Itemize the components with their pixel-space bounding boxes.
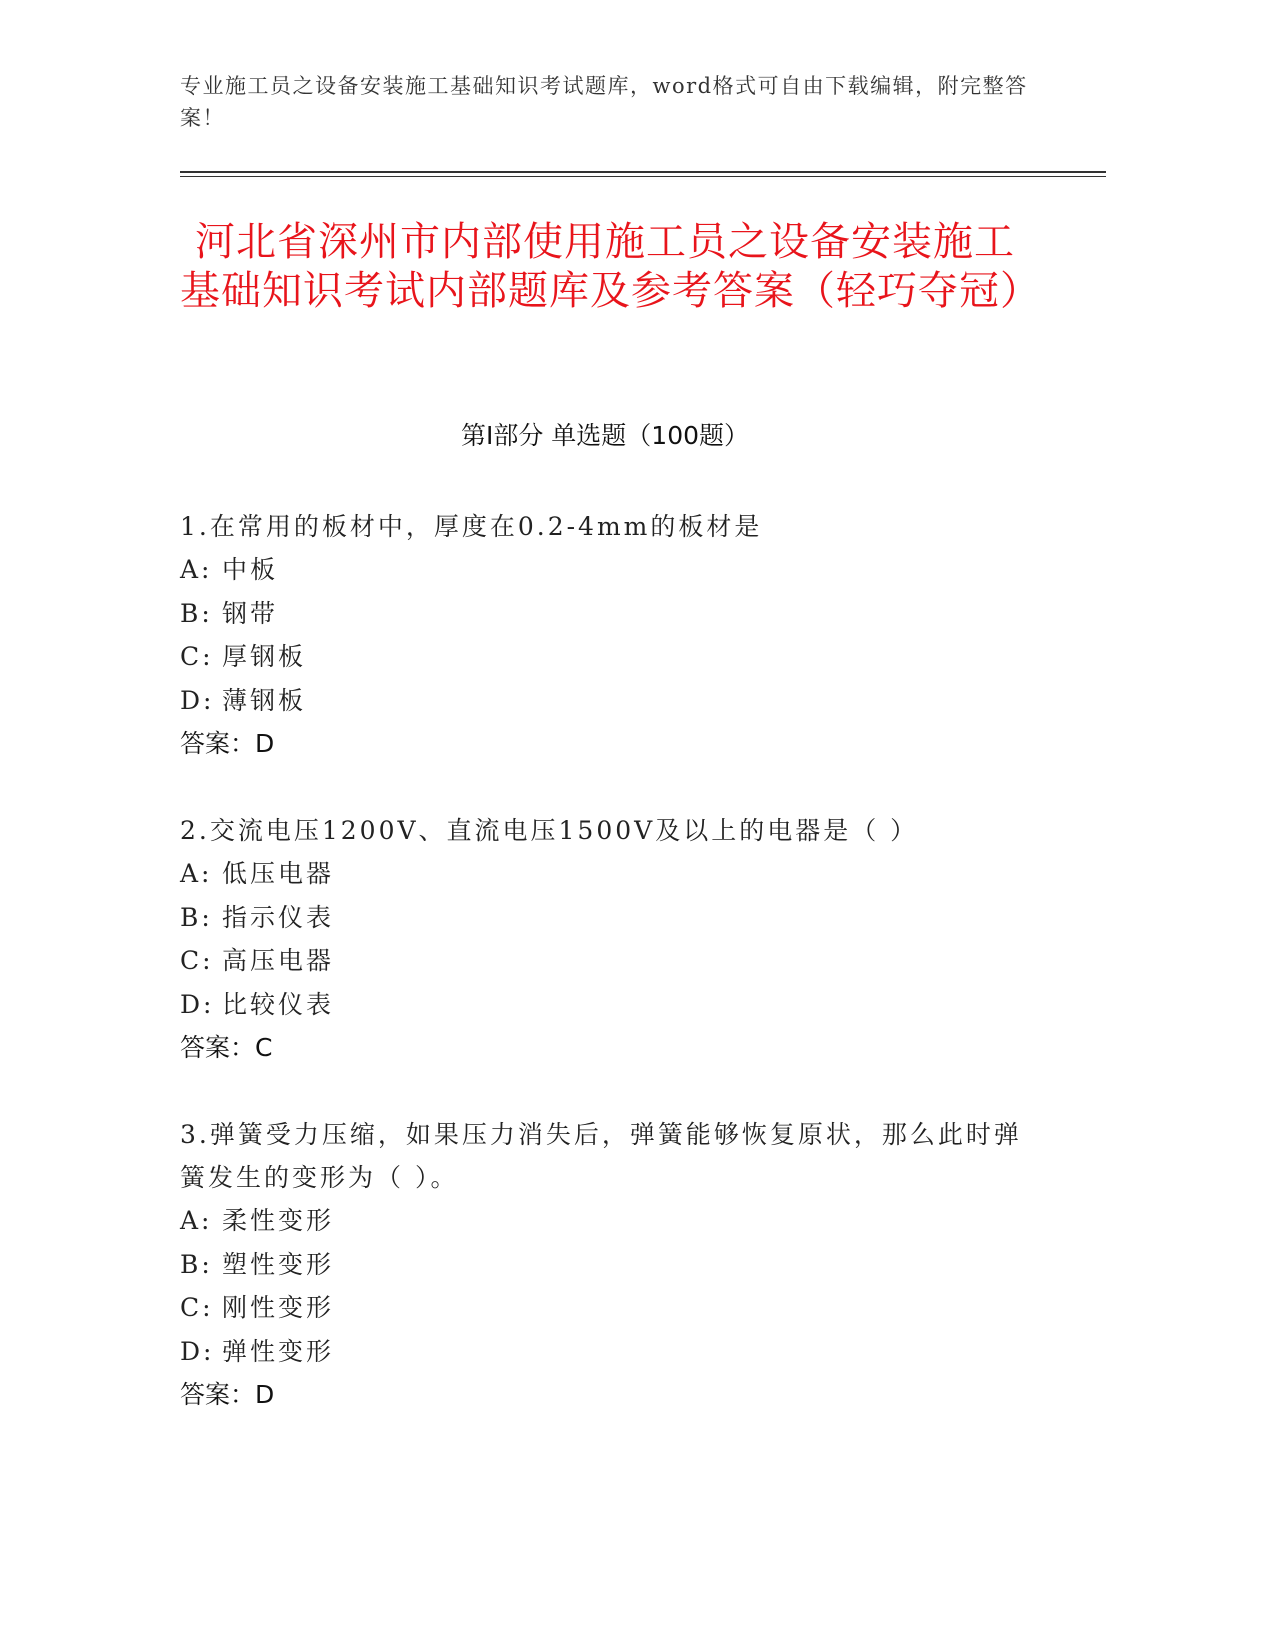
question-2 [180, 809, 1030, 1069]
option-key: D: [180, 989, 215, 1019]
option-text: 低压电器 [222, 859, 335, 888]
option-text: 刚性变形 [222, 1293, 335, 1322]
option-key: A: [180, 859, 213, 888]
header-rule-thick [180, 171, 1106, 173]
question-stem: 1.在常用的板材中，厚度在0.2-4mm的板材是 [180, 512, 763, 541]
option-key: B: [180, 902, 213, 932]
document-title: 河北省深州市内部使用施工员之设备安装施工基础知识考试内部题库及参考答案（轻巧夺冠） [180, 219, 1041, 314]
option-key: C: [180, 642, 214, 671]
question-3 [180, 1113, 1030, 1416]
option-c [180, 635, 1030, 679]
option-text: 柔性变形 [222, 1206, 335, 1235]
option-text: 厚钢板 [222, 642, 307, 671]
option-a [180, 1199, 1030, 1243]
option-text: 指示仪表 [222, 902, 335, 932]
answer-line: 答案：D [180, 729, 275, 758]
option-d [180, 1330, 1030, 1374]
question-list [180, 505, 1030, 1460]
option-text: 薄钢板 [222, 685, 307, 715]
option-key: C: [180, 946, 214, 975]
option-text: 弹性变形 [222, 1336, 335, 1366]
question-stem: 2.交流电压1200V、直流电压1500V及以上的电器是（ ） [180, 816, 919, 845]
option-b [180, 592, 1030, 636]
header-rule-thin [180, 176, 1106, 177]
option-a [180, 852, 1030, 896]
option-text: 中板 [222, 555, 279, 584]
option-key: C: [180, 1293, 214, 1322]
option-key: B: [180, 598, 213, 628]
option-key: D: [180, 685, 215, 715]
answer-line: 答案：D [180, 1380, 275, 1409]
option-text: 比较仪表 [222, 989, 335, 1019]
option-d [180, 679, 1030, 723]
question-1 [180, 505, 1030, 765]
option-key: A: [180, 1206, 213, 1235]
option-key: A: [180, 555, 213, 584]
option-text: 钢带 [222, 598, 279, 628]
option-text: 塑性变形 [222, 1249, 335, 1279]
option-text: 高压电器 [222, 946, 335, 975]
option-c [180, 939, 1030, 983]
option-c [180, 1286, 1030, 1330]
question-stem: 3.弹簧受力压缩，如果压力消失后，弹簧能够恢复原状，那么此时弹簧发生的变形为（ ）。 [180, 1120, 1022, 1192]
option-key: D: [180, 1336, 215, 1366]
answer-line: 答案：C [180, 1033, 273, 1062]
option-a [180, 548, 1030, 592]
section-title: 第Ⅰ部分 单选题（100题） [460, 421, 750, 450]
header-note: 专业施工员之设备安装施工基础知识考试题库，word格式可自由下载编辑，附完整答案！ [180, 74, 1028, 130]
option-b [180, 1243, 1030, 1287]
option-b [180, 896, 1030, 940]
option-d [180, 983, 1030, 1027]
option-key: B: [180, 1249, 213, 1279]
